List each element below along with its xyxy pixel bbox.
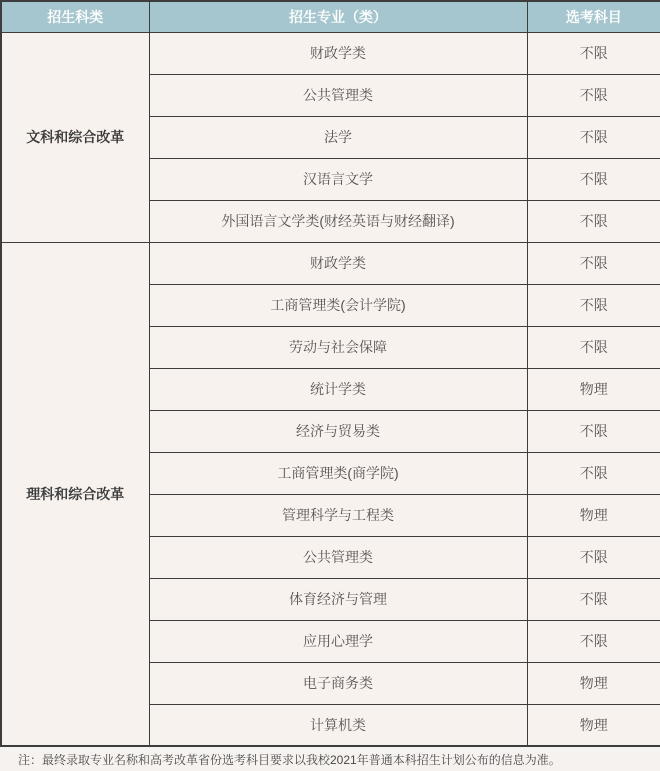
table-body [1, 32, 660, 746]
category-cell: 文科和综合改革 [1, 32, 149, 242]
major-cell: 工商管理类(会计学院) [149, 284, 527, 326]
subject-cell: 不限 [527, 116, 660, 158]
major-cell: 公共管理类 [149, 74, 527, 116]
header-category: 招生科类 [1, 1, 149, 32]
major-cell: 公共管理类 [149, 536, 527, 578]
footnote: 注：最终录取专业名称和高考改革省份选考科目要求以我校2021年普通本科招生计划公布的信息为准。 [0, 747, 660, 771]
table-row [1, 242, 660, 284]
category-cell: 理科和综合改革 [1, 242, 149, 746]
major-cell: 体育经济与管理 [149, 578, 527, 620]
subject-cell: 不限 [527, 410, 660, 452]
major-cell: 汉语言文学 [149, 158, 527, 200]
major-cell: 经济与贸易类 [149, 410, 527, 452]
subject-cell: 不限 [527, 32, 660, 74]
subject-cell: 不限 [527, 200, 660, 242]
major-cell: 工商管理类(商学院) [149, 452, 527, 494]
header-row [1, 1, 660, 32]
major-cell: 计算机类 [149, 704, 527, 746]
table-row [1, 32, 660, 74]
subject-cell: 物理 [527, 704, 660, 746]
major-cell: 财政学类 [149, 242, 527, 284]
major-cell: 统计学类 [149, 368, 527, 410]
subject-cell: 不限 [527, 284, 660, 326]
subject-cell: 不限 [527, 452, 660, 494]
major-cell: 应用心理学 [149, 620, 527, 662]
header-subject: 选考科目 [527, 1, 660, 32]
major-cell: 管理科学与工程类 [149, 494, 527, 536]
major-cell: 电子商务类 [149, 662, 527, 704]
subject-cell: 不限 [527, 536, 660, 578]
subject-cell: 不限 [527, 74, 660, 116]
major-cell: 财政学类 [149, 32, 527, 74]
subject-cell: 物理 [527, 662, 660, 704]
major-cell: 劳动与社会保障 [149, 326, 527, 368]
subject-cell: 不限 [527, 326, 660, 368]
header-major: 招生专业（类） [149, 1, 527, 32]
major-cell: 法学 [149, 116, 527, 158]
subject-cell: 不限 [527, 158, 660, 200]
subject-cell: 物理 [527, 494, 660, 536]
major-cell: 外国语言文学类(财经英语与财经翻译) [149, 200, 527, 242]
table-header [1, 1, 660, 32]
subject-cell: 不限 [527, 620, 660, 662]
subject-cell: 物理 [527, 368, 660, 410]
subject-cell: 不限 [527, 578, 660, 620]
subject-cell: 不限 [527, 242, 660, 284]
